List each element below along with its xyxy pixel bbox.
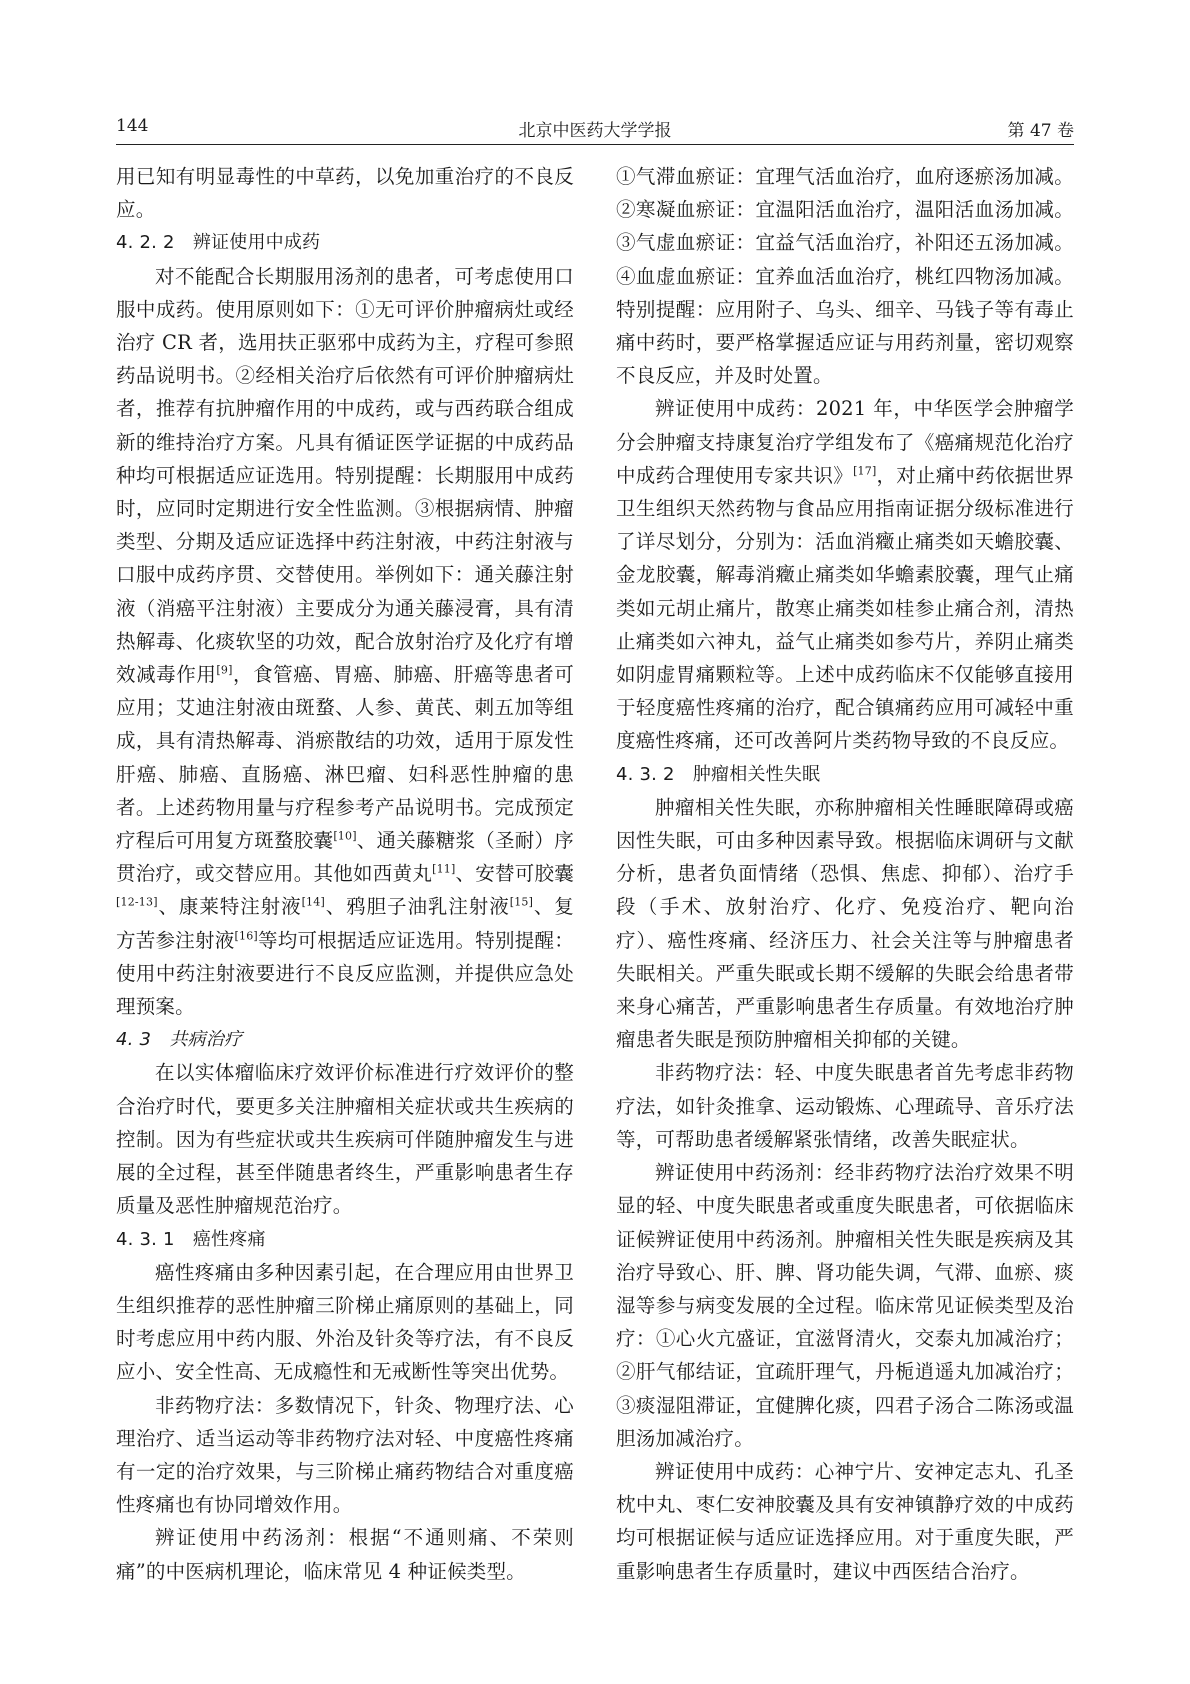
paragraph (116, 260, 574, 1024)
paragraph-text: 、康莱特注射液 (157, 895, 302, 919)
paragraph-text: 辨证使用中成药：2021 年，中华医学会肿瘤学分会肿瘤支持康复治疗学组发布了《癌痛规范化治疗中成药合理使用专家共识》 (616, 397, 1074, 487)
citation: [11] (432, 862, 456, 876)
paragraph: 癌性疼痛由多种因素引起，在合理应用由世界卫生组织推荐的恶性肿瘤三阶梯止痛原则的基础上，同时考虑应用中药内服、外治及针灸等疗法，有不良反应小、安全性高、无成瘾性和无戒断性等突出优势。 (116, 1260, 574, 1384)
citation: [12-13] (116, 895, 158, 909)
section-heading-4-3-1: 4. 3. 1 癌性疼痛 (116, 1228, 266, 1250)
page-number: 144 (116, 116, 149, 136)
paragraph-text: 等均可根据适应证选用。特别提醒：使用中药注射液要进行不良反应监测，并提供应急处理预案。 (116, 928, 574, 1019)
paragraph: 辨证使用中药汤剂：根据“不通则痛、不荣则痛”的中医病机理论，临床常见 4 种证候类型。 (116, 1526, 574, 1583)
section-heading-4-3: 4. 3 共病治疗 (116, 1029, 243, 1051)
paragraph-text: 、通关藤糖浆（圣耐）序贯治疗，或交替应用。其他如西黄丸 (116, 829, 575, 886)
citation: [9] (216, 663, 233, 677)
paragraph (616, 392, 1074, 757)
citation: [16] (234, 929, 258, 943)
citation: [10] (333, 829, 357, 843)
paragraph: 辨证使用中药汤剂：经非药物疗法治疗效果不明显的轻、中度失眠患者或重度失眠患者，可依据临床证候辨证使用中药汤剂。肿瘤相关性失眠是疾病及其治疗导致心、肝、脾、肾功能失调，气滞、血瘀、痰湿等参与病变发展的全过程。临床常见证候类型及治疗：①心火亢盛证，宜滋肾清火，交泰丸加减治疗；②肝气郁结证，宜疏肝理气，丹栀逍遥丸加减治疗；③痰湿阻滞证，宜健脾化痰，四君子汤合二陈汤或温胆汤加减治疗。 (616, 1161, 1074, 1450)
section-heading-4-3-2: 4. 3. 2 肿瘤相关性失眠 (616, 763, 821, 785)
citation: [15] (509, 895, 534, 909)
paragraph-text: 对不能配合长期服用汤剂的患者，可考虑使用口服中成药。使用原则如下：①无可评价肿瘤病灶或经治疗 CR 者，选用扶正驱邪中成药为主，疗程可参照药品说明书。②经相关治疗后依然有可评价肿瘤病灶者，推荐有抗肿瘤作用的中成药，或与西药联合组成新的维持治疗方案。凡具有循证医学证据的中成药品种均可根据适应证选用。特别提醒：长期服用中成药时，应同时定期进行安全性监测。③根据病情、肿瘤类型、分期及适应证选择中药注射液，中药注射液与口服中成药序贯、交替使用。举例如下：通关藤注射液（消癌平注射液）主要成分为通关藤浸膏，具有清热解毒、化痰软坚的功效，配合放射治疗及化疗有增效减毒作用 (116, 264, 574, 687)
paragraph: 在以实体瘤临床疗效评价标准进行疗效评价的整合治疗时代，要更多关注肿瘤相关症状或共生疾病的控制。因为有些症状或共生疾病可伴随肿瘤发生与进展的全过程，甚至伴随患者终生，严重影响患者生存质量及恶性肿瘤规范治疗。 (116, 1061, 574, 1218)
paragraph-text: ，食管癌、胃癌、肺癌、肝癌等患者可应用；艾迪注射液由斑蝥、人参、黄芪、刺五加等组成，具有清热解毒、消瘀散结的功效，适用于原发性肝癌、肺癌、直肠癌、淋巴瘤、妇科恶性肿瘤的患者。上述药物用量与疗程参考产品说明书。完成预定疗程后可用复方斑蝥胶囊 (116, 663, 574, 853)
paragraph: 非药物疗法：多数情况下，针灸、物理疗法、心理治疗、适当运动等非药物疗法对轻、中度癌性疼痛有一定的治疗效果，与三阶梯止痛药物结合对重度癌性疼痛也有协同增效作用。 (116, 1393, 574, 1517)
paragraph-text: 、复方苦参注射液 (116, 895, 574, 952)
running-header (116, 108, 1074, 145)
volume-label: 第 47 卷 (1007, 121, 1074, 141)
paragraph-text: ，对止痛中药依据世界卫生组织天然药物与食品应用指南证据分级标准进行了详尽划分，分别为：活血消癥止痛类如天蟾胶囊、金龙胶囊，解毒消癥止痛类如华蟾素胶囊，理气止痛类如元胡止痛片，散寒止痛类如桂参止痛合剂，清热止痛类如六神丸，益气止痛类如参芍片，养阴止痛类如阴虚胃痛颗粒等。上述中成药临床不仅能够直接用于轻度癌性疼痛的治疗，配合镇痛药应用可减轻中重度癌性疼痛，还可改善阿片类药物导致的不良反应。 (616, 463, 1074, 753)
paragraph-text: 、鸦胆子油乳注射液 (324, 895, 510, 919)
citation: [17] (853, 464, 877, 478)
paragraph: 辨证使用中成药：心神宁片、安神定志丸、孔圣枕中丸、枣仁安神胶囊及具有安神镇静疗效的中成药均可根据证候与适应证选择应用。对于重度失眠，严重影响患者生存质量时，建议中西医结合治疗。 (616, 1459, 1074, 1583)
paragraph: 非药物疗法：轻、中度失眠患者首先考虑非药物疗法，如针灸推拿、运动锻炼、心理疏导、音乐疗法等，可帮助患者缓解紧张情绪，改善失眠症状。 (616, 1061, 1074, 1151)
paragraph-text: 、安替可胶囊 (455, 862, 574, 886)
left-column (116, 160, 574, 1588)
right-column (616, 160, 1074, 1588)
citation: [14] (301, 895, 325, 909)
journal-title: 北京中医药大学学报 (518, 121, 672, 141)
paragraph: ①气滞血瘀证：宜理气活血治疗，血府逐瘀汤加减。②寒凝血瘀证：宜温阳活血治疗，温阳活血汤加减。③气虚血瘀证：宜益气活血治疗，补阳还五汤加减。④血虚血瘀证：宜养血活血治疗，桃红四物汤加减。特别提醒：应用附子、乌头、细辛、马钱子等有毒止痛中药时，要严格掌握适应证与用药剂量，密切观察不良反应，并及时处置。 (616, 165, 1074, 388)
paragraph: 用已知有明显毒性的中草药，以免加重治疗的不良反应。 (116, 165, 574, 222)
paragraph: 肿瘤相关性失眠，亦称肿瘤相关性睡眠障碍或癌因性失眠，可由多种因素导致。根据临床调研与文献分析，患者负面情绪（恐惧、焦虑、抑郁）、治疗手段（手术、放射治疗、化疗、免疫治疗、靶向治疗）、癌性疼痛、经济压力、社会关注等与肿瘤患者失眠相关。严重失眠或长期不缓解的失眠会给患者带来身心痛苦，严重影响患者生存质量。有效地治疗肿瘤患者失眠是预防肿瘤相关抑郁的关键。 (616, 795, 1074, 1052)
section-heading-4-2-2: 4. 2. 2 辨证使用中成药 (116, 232, 321, 254)
